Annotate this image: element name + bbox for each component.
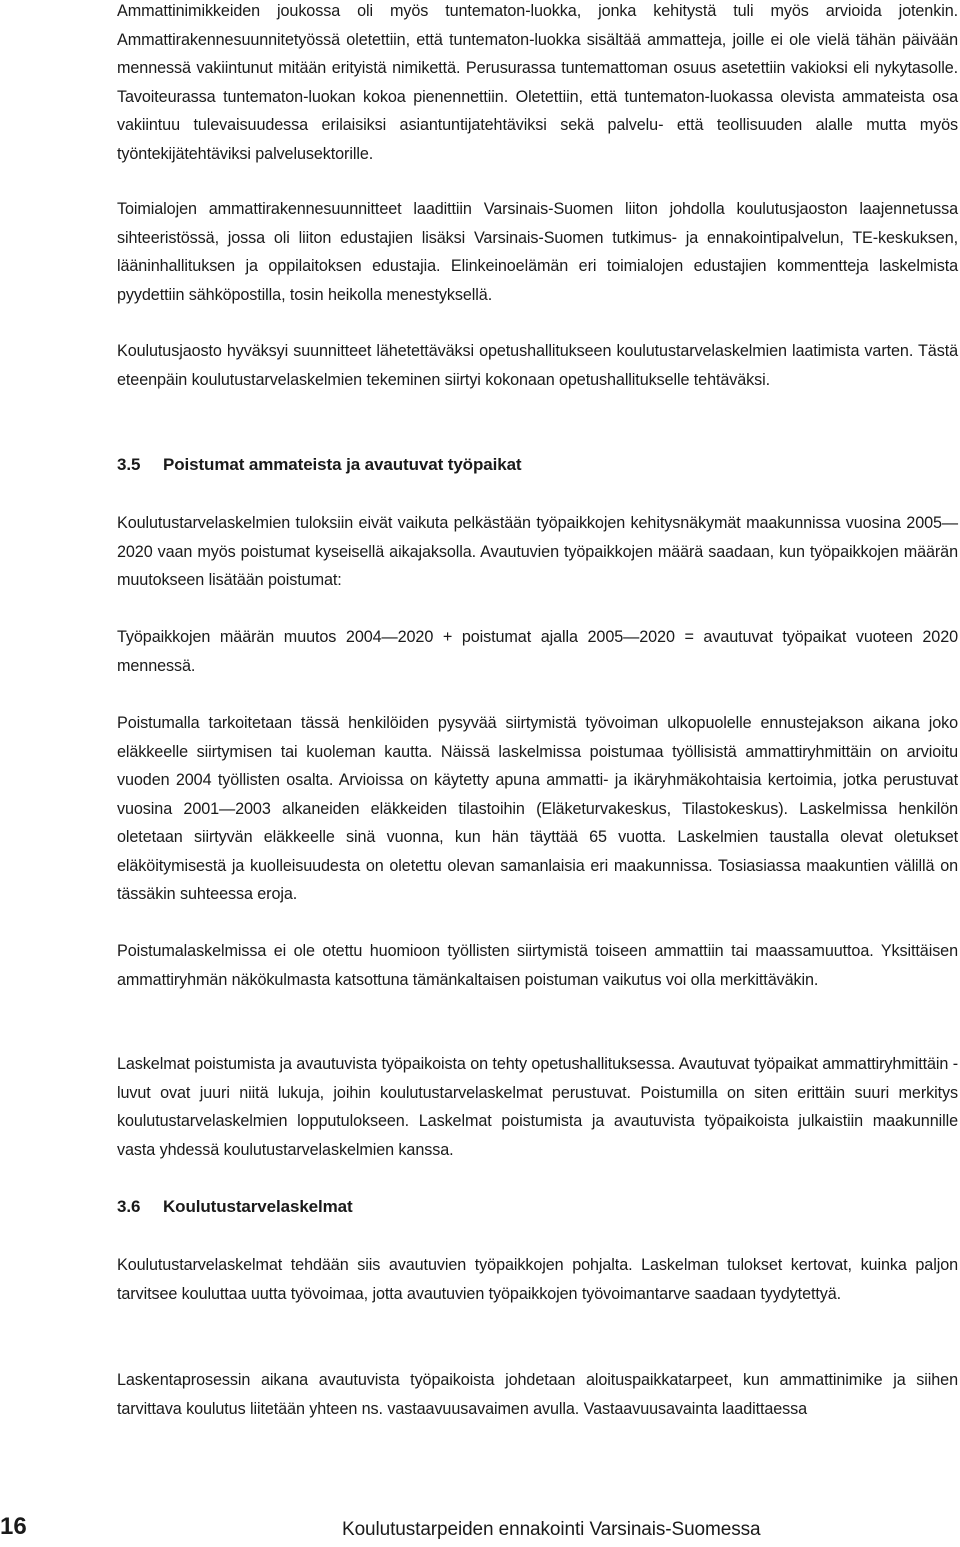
section-number: 3.6 [117,1197,141,1216]
page-number: 16 [0,1513,27,1540]
section-title: Poistumat ammateista ja avautuvat työpaikat [163,455,522,474]
paragraph-3: Koulutusjaosto hyväksyi suunnitteet lähetettäväksi opetushallitukseen koulutustarvelaskelmien laatimista varten. Tästä eteenpäin koulutustarvelaskelmien tekeminen siirtyi kokonaan opetushallitukselle tehtäväksi. [117,342,958,389]
section-title: Koulutustarvelaskelmat [163,1197,353,1216]
footer-publication-title: Koulutustarpeiden ennakointi Varsinais-Suomessa [342,1519,761,1540]
paragraph-8: Laskelmat poistumista ja avautuvista työpaikoista on tehty opetushallituksessa. Avautuvat työpaikat ammattiryhmittäin -luvut ovat juuri niitä lukuja, joihin koulutustarvelaskelmat perustuvat. Poistumilla on siten erittäin suuri merkitys koulutustarvelaskelmien lopputulokseen. Laskelmat poistumista ja avautuvista työpaikoista julkaistiin maakunnille vasta yhdessä koulutustarvelaskelmien kanssa. [117,1055,958,1159]
paragraph-1: Ammattinimikkeiden joukossa oli myös tuntematon-luokka, jonka kehitystä tuli myös arvioida jotenkin. Ammattirakennesuunnitetyössä oletettiin, että tuntematon-luokka sisältää ammatteja, joille ei ole vielä tähän päivään mennessä vakiintunut mitään erityistä nimikettä. Perusurassa tuntemattoman osuus asetettiin vakioksi eli nykytasolle. Tavoiteurassa tuntematon-luokan kokoa pienennettiin. Oletettiin, että tuntematon-luokassa olevista ammateista osa vakiintuu tulevaisuudessa erilaisiksi asiantuntijatehtäviksi sekä palvelu- että teollisuuden alalle mutta myös työntekijätehtäviksi palvelusektorille. [117,2,958,163]
paragraph-7: Poistumalaskelmissa ei ole otettu huomioon työllisten siirtymistä toiseen ammattiin tai maassamuuttoa. Yksittäisen ammattiryhmän näkökulmasta katsottuna tämänkaltaisen poistuman vaikutus voi olla merkittäväkin. [117,942,958,989]
paragraph-10: Laskentaprosessin aikana avautuvista työpaikoista johdetaan aloituspaikkatarpeet, kun ammattinimike ja siihen tarvittava koulutus liitetään yhteen ns. vastaavuusavaimen avulla. Vastaavuusavainta laadittaessa [117,1371,958,1418]
formula-paragraph: Työpaikkojen määrän muutos 2004—2020 + poistumat ajalla 2005—2020 = avautuvat työpaikat vuoteen 2020 mennessä. [117,628,958,675]
section-number: 3.5 [117,455,141,474]
paragraph-6: Poistumalla tarkoitetaan tässä henkilöiden pysyvää siirtymistä työvoiman ulkopuolelle ennustejakson aikana joko eläkkeelle siirtymisen tai kuoleman kautta. Näissä laskelmissa poistumaa työllisistä ammattiryhmittäin on arvioitu vuoden 2004 työllisten osalta. Arvioissa on käytetty apuna ammatti- ja ikäryhmäkohtaisia kertoimia, jotka perustuvat vuosina 2001—2003 alkaneiden eläkkeiden tilastoihin (Eläketurvakeskus, Tilastokeskus). Laskelmissa henkilön oletetaan siirtyvän eläkkeelle sinä vuonna, kun hän täyttää 65 vuotta. Laskelmien taustalla olevat oletukset eläköitymisestä ja kuolleisuudesta on oletettu olevan samanlaisia eri maakunnissa. Tosiasiassa maakuntien välillä on tässäkin suhteessa eroja. [117,714,958,903]
paragraph-4: Koulutustarvelaskelmien tuloksiin eivät vaikuta pelkästään työpaikkojen kehitysnäkymät maakunnissa vuosina 2005—2020 vaan myös poistumat kyseisellä aikajaksolla. Avautuvien työpaikkojen määrä saadaan, kun työpaikkojen määrän muutokseen lisätään poistumat: [117,514,958,589]
paragraph-9: Koulutustarvelaskelmat tehdään siis avautuvien työpaikkojen pohjalta. Laskelman tulokset kertovat, kuinka paljon tarvitsee kouluttaa uutta työvoimaa, jotta avautuvien työpaikkojen työvoimantarve saadaan tyydytettyä. [117,1256,958,1303]
paragraph-2: Toimialojen ammattirakennesuunnitteet laadittiin Varsinais-Suomen liiton johdolla koulutusjaoston laajennetussa sihteeristössä, jossa oli liiton edustajien lisäksi Varsinais-Suomen tutkimus- ja ennakointipalvelun, TE-keskuksen, lääninhallituksen ja oppilaitoksen edustajia. Elinkeinoelämän eri toimialojen edustajien kommentteja laskelmista pyydettiin sähköpostilla, tosin heikolla menestyksellä. [117,200,958,304]
section-heading-3-5 [117,455,522,475]
section-heading-3-6 [117,1197,353,1217]
